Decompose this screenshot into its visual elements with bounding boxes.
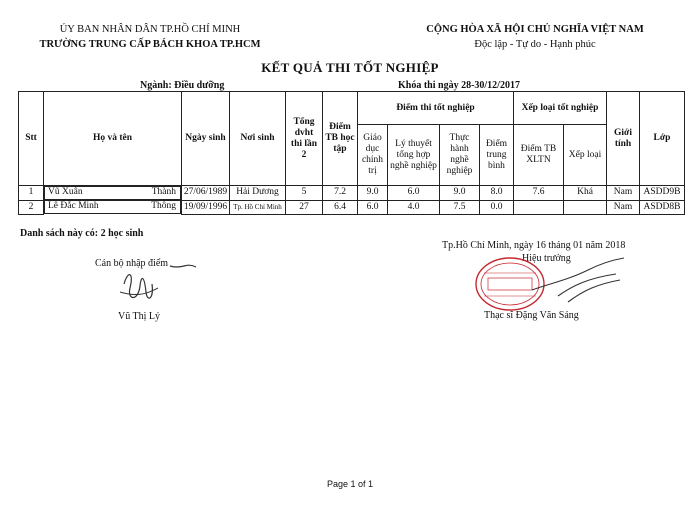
header-class: Lớp xyxy=(640,92,685,186)
page-number: Page 1 of 1 xyxy=(326,479,374,489)
cell-rank xyxy=(564,200,607,214)
cell-credits: 5 xyxy=(286,186,323,201)
header-stt: Stt xyxy=(19,92,44,186)
table-row xyxy=(19,186,685,201)
cell-xltn xyxy=(514,200,564,214)
data-entry-officer-title: Cán bộ nhập điểm xyxy=(95,258,169,269)
cell-avg: 7.2 xyxy=(323,186,358,201)
cell-stt: 2 xyxy=(19,200,44,214)
header-name: Họ và tên xyxy=(44,92,182,186)
cell-gender: Nam xyxy=(607,200,640,214)
cell-practice: 9.0 xyxy=(440,186,480,201)
student-count-note: Danh sách này có: 2 học sinh xyxy=(20,228,144,239)
header-xltn: Điểm TB XLTN xyxy=(514,125,564,186)
header-rank: Xếp loại xyxy=(564,125,607,186)
cell-pob: Tp. Hồ Chí Minh xyxy=(230,200,286,214)
principal-signature xyxy=(528,250,628,310)
signing-date: Tp.Hồ Chí Minh, ngày 16 tháng 01 năm 2018 xyxy=(442,240,626,251)
header-avg: Điểm TB học tập xyxy=(323,92,358,186)
results-table xyxy=(18,91,685,215)
issuer-line-2: TRƯỜNG TRUNG CẤP BÁCH KHOA TP.HCM xyxy=(39,39,261,50)
nation-line-1: CỘNG HÒA XÃ HỘI CHỦ NGHĨA VIỆT NAM xyxy=(426,24,644,35)
cell-first-name: Thành xyxy=(151,187,176,197)
cell-exam-avg: 0.0 xyxy=(480,200,514,214)
cell-gender: Nam xyxy=(607,186,640,201)
cell-pob: Hải Dương xyxy=(230,186,286,201)
major-label: Ngành: Điều dưỡng xyxy=(140,80,225,91)
cell-name xyxy=(44,200,181,214)
header-theory: Lý thuyết tổng hợp nghề nghiệp xyxy=(388,125,440,186)
officer-signature xyxy=(110,262,200,307)
table-row xyxy=(19,200,685,214)
issuer-line-1: ỦY BAN NHÂN DÂN TP.HỒ CHÍ MINH xyxy=(59,24,241,35)
cell-dob: 19/09/1996 xyxy=(182,200,230,214)
header-rank-group: Xếp loại tốt nghiệp xyxy=(514,92,607,125)
officer-name: Vũ Thị Lý xyxy=(118,311,161,322)
cell-avg: 6.4 xyxy=(323,200,358,214)
cell-rank: Khá xyxy=(564,186,607,201)
cell-name xyxy=(44,186,181,200)
cell-dob: 27/06/1989 xyxy=(182,186,230,201)
cell-class: ASDD9B xyxy=(640,186,685,201)
cell-politics: 9.0 xyxy=(358,186,388,201)
cell-politics: 6.0 xyxy=(358,200,388,214)
cell-exam-avg: 8.0 xyxy=(480,186,514,201)
cell-theory: 6.0 xyxy=(388,186,440,201)
cell-stt: 1 xyxy=(19,186,44,201)
header-pob: Nơi sinh xyxy=(230,92,286,186)
header-politics: Giáo dục chính trị xyxy=(358,125,388,186)
cell-first-name: Thông xyxy=(151,201,176,211)
cell-practice: 7.5 xyxy=(440,200,480,214)
issuer-header xyxy=(20,22,280,52)
header-credits: Tổng dvht thi lần 2 xyxy=(286,92,323,186)
cell-credits: 27 xyxy=(286,200,323,214)
nation-line-2: Độc lập - Tự do - Hạnh phúc xyxy=(474,39,596,50)
cell-theory: 4.0 xyxy=(388,200,440,214)
header-dob: Ngày sinh xyxy=(182,92,230,186)
header-practice: Thực hành nghề nghiệp xyxy=(440,125,480,186)
header-exam-avg: Điểm trung bình xyxy=(480,125,514,186)
header-exam-group: Điểm thi tốt nghiệp xyxy=(358,92,514,125)
document-title: KẾT QUẢ THI TỐT NGHIỆP xyxy=(261,60,439,75)
cell-xltn: 7.6 xyxy=(514,186,564,201)
nation-header xyxy=(400,22,670,52)
principal-name: Thạc sĩ Đặng Văn Sáng xyxy=(484,310,579,321)
header-gender: Giới tính xyxy=(607,92,640,186)
principal-title: Hiệu trưởng xyxy=(522,253,571,264)
exam-term-label: Khóa thi ngày 28-30/12/2017 xyxy=(398,80,520,91)
cell-last-name: Vũ Xuân xyxy=(48,187,83,197)
cell-last-name: Lê Đắc Minh xyxy=(48,201,99,211)
cell-class: ASDD8B xyxy=(640,200,685,214)
